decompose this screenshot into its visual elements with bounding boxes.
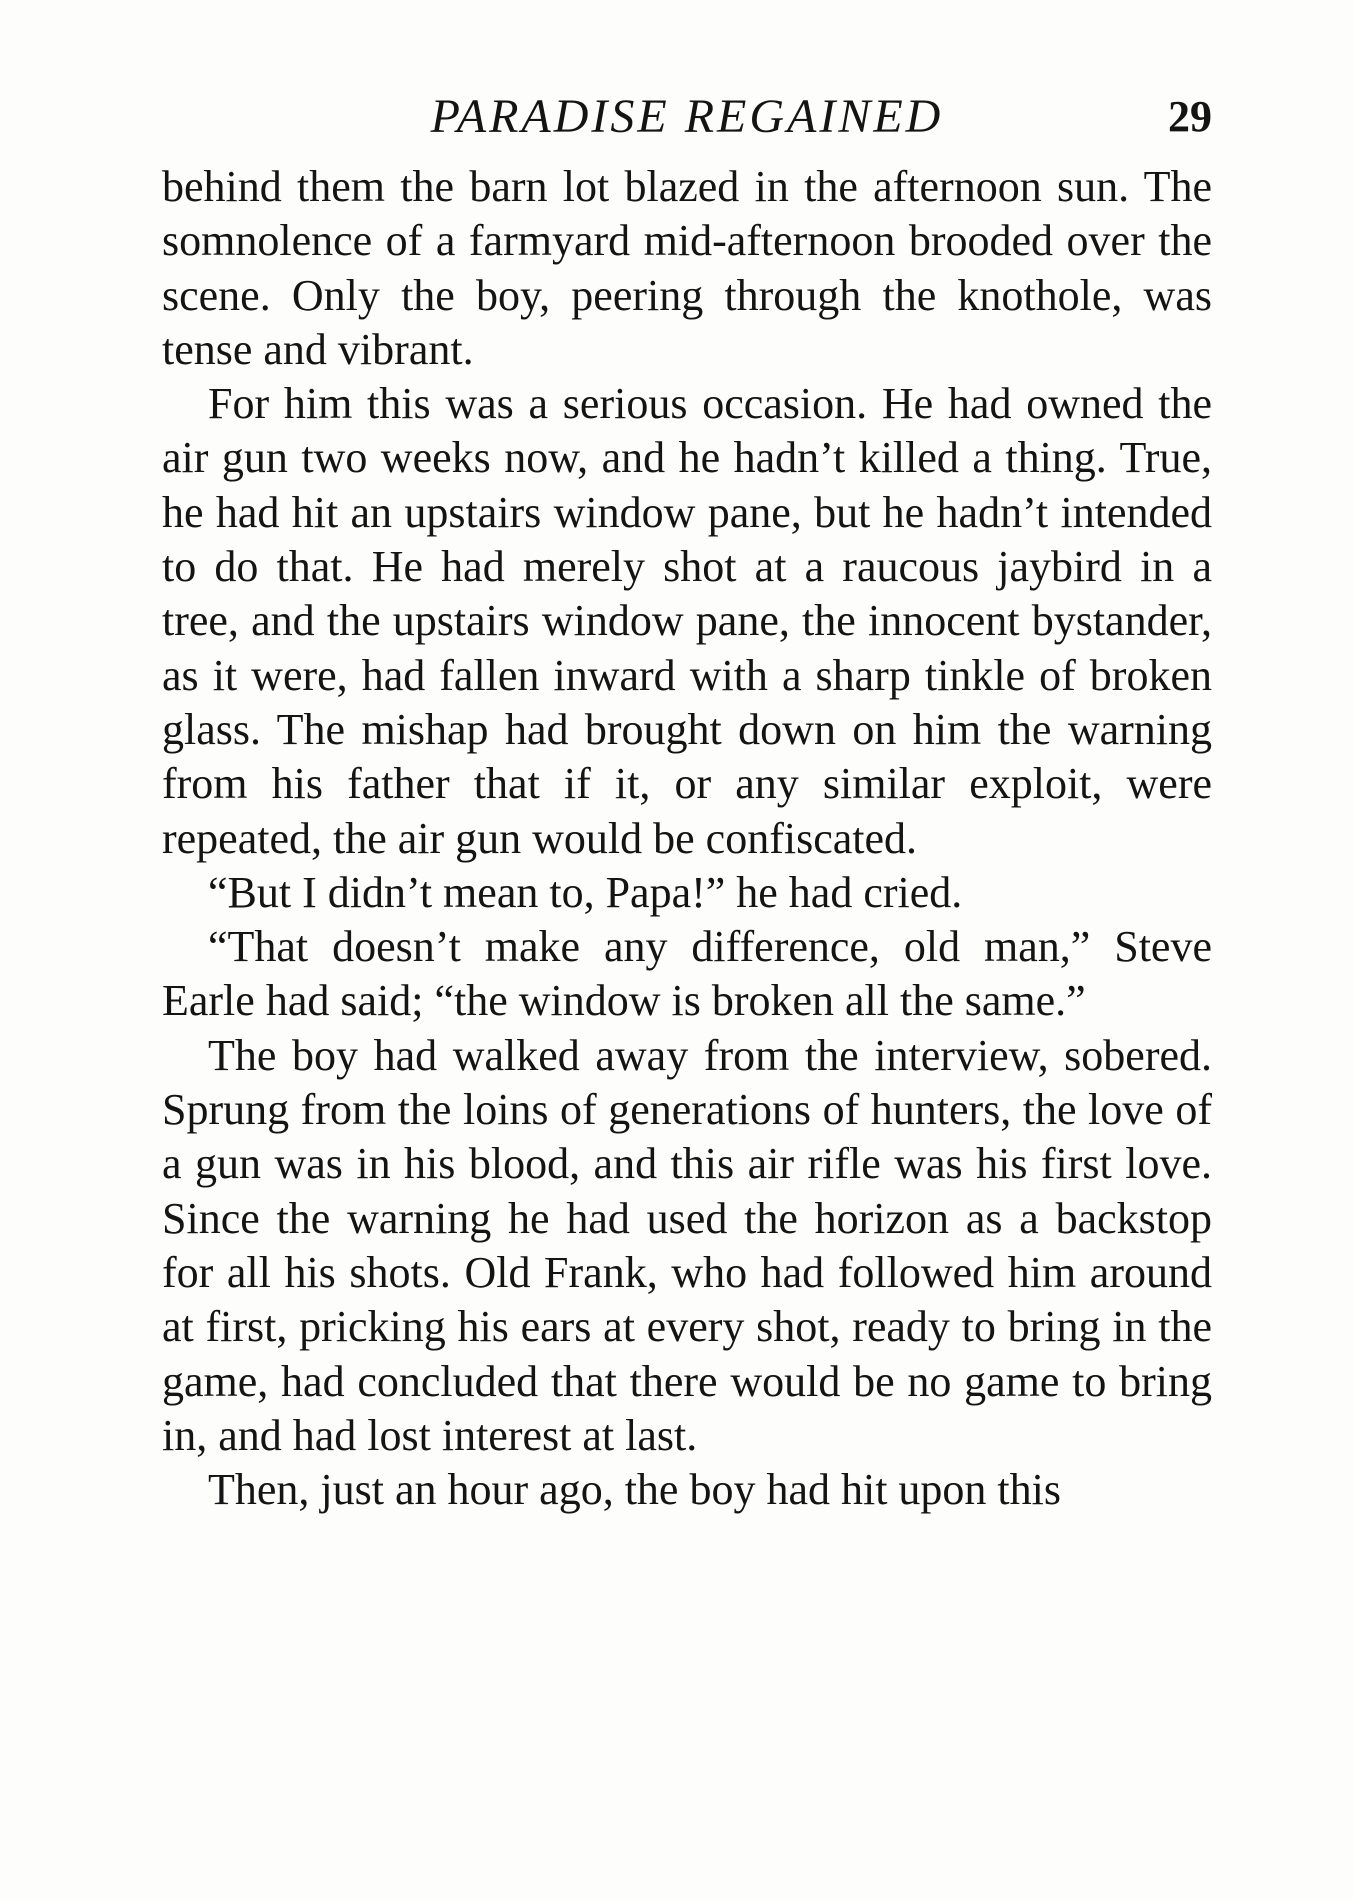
running-head (162, 82, 1212, 152)
paragraph-continuation: behind them the barn lot blazed in the afternoon sun. The somnolence of a farmyard mid-afternoon brooded over the scene. Only the boy, peering through the knothole, was tense and vibrant. (162, 162, 1212, 374)
paragraph: Then, just an hour ago, the boy had hit upon this (208, 1465, 1061, 1515)
page-number: 29 (1168, 92, 1212, 141)
paragraph: “That doesn’t make any difference, old man,” Steve Earle had said; “the window is broken all the same.” (162, 922, 1212, 1026)
paragraph: The boy had walked away from the interview, sobered. Sprung from the loins of generations of hunters, the love of a gun was in his blood, and this air rifle was his first love. Since the warning he had used the horizon as a backstop for all his shots. Old Frank, who had followed him around at first, pricking his ears at every shot, ready to bring in the game, had concluded that there would be no game to bring in, and had lost interest at last. (162, 1030, 1212, 1460)
paragraph: For him this was a serious occasion. He had owned the air gun two weeks now, and he hadn’t killed a thing. True, he had hit an upstairs window pane, but he hadn’t intended to do that. He had merely shot at a raucous jaybird in a tree, and the upstairs window pane, the innocent bystander, as it were, had fallen inward with a sharp tinkle of broken glass. The mishap had brought down on him the warning from his father that if it, or any similar exploit, were repeated, the air gun would be confiscated. (162, 379, 1212, 863)
paragraph: “But I didn’t mean to, Papa!” he had cried. (208, 867, 963, 917)
body-text (162, 160, 1212, 1517)
running-title: PARADISE REGAINED (430, 90, 944, 143)
